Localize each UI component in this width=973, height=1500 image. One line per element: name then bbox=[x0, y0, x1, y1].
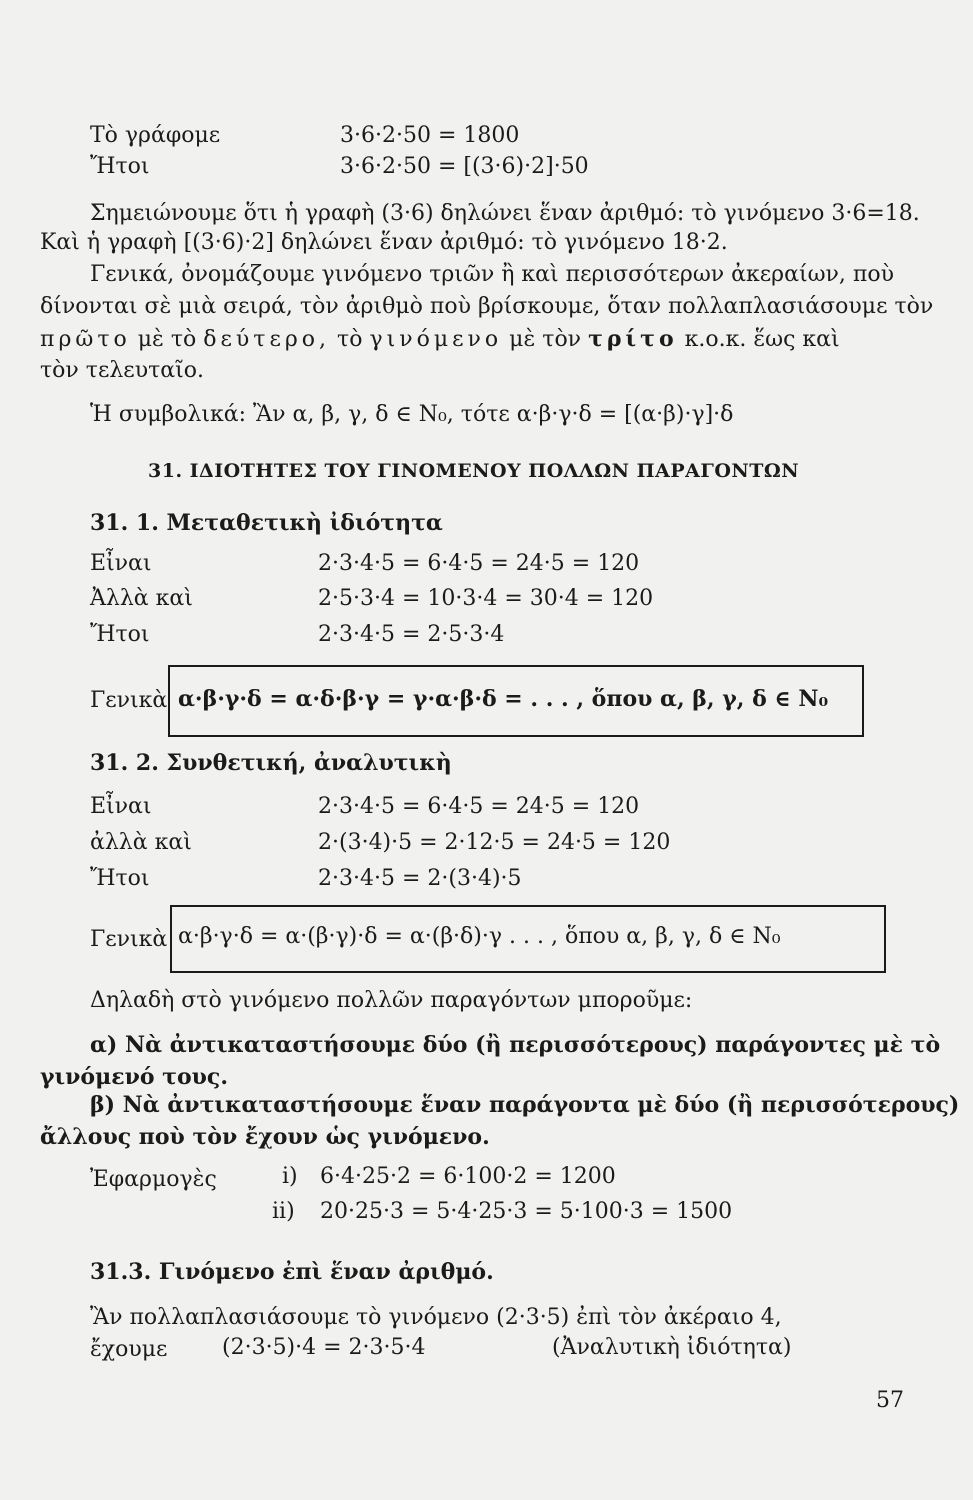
subsection-3-title: 31.3. Γινόμενο ἐπὶ ἕναν ἀριθμό. bbox=[90, 1259, 494, 1285]
s3-have-expression: (2·3·5)·4 = 2·3·5·4 bbox=[222, 1335, 426, 1360]
word-with: μὲ τὸ bbox=[137, 327, 197, 352]
s2-row-2-label: ἀλλὰ καὶ bbox=[90, 830, 192, 855]
spaced-second: δεύτερο, bbox=[203, 327, 331, 352]
s1-row-3-expression: 2·3·4·5 = 2·5·3·4 bbox=[318, 622, 505, 647]
general-line-4: τὸν τελευταῖο. bbox=[40, 358, 204, 383]
s3-have-note: (Ἀναλυτικὴ ἰδιότητα) bbox=[552, 1335, 792, 1360]
applications-label: Ἐφαρμογὲς bbox=[90, 1167, 217, 1192]
word-with-the: μὲ τὸν bbox=[509, 327, 582, 352]
s2-general-expression: α·β·γ·δ = α·(β·γ)·δ = α·(β·δ)·γ . . . , ὅπου α, β, γ, δ ∈ N₀ bbox=[178, 924, 781, 949]
s2-row-3-label: Ἤτοι bbox=[90, 866, 150, 891]
section-title: 31. ΙΔΙΟΤΗΤΕΣ ΤΟΥ ΓΙΝΟΜΕΝΟΥ ΠΟΛΛΩΝ ΠΑΡΑΓΟΝΤΩΝ bbox=[148, 460, 800, 482]
rule-b-line-1: β) Νὰ ἀντικαταστήσουμε ἕναν παράγοντα μὲ δύο (ἢ περισσότερους) bbox=[90, 1092, 960, 1118]
spaced-third: τρίτο bbox=[588, 326, 678, 352]
rule-b-line-2: ἄλλους ποὺ τὸν ἔχουν ὡς γινόμενο. bbox=[40, 1124, 490, 1150]
subsection-2-title: 31. 2. Συνθετική, ἀναλυτικὴ bbox=[90, 750, 452, 776]
s3-line-1: Ἂν πολλαπλασιάσουμε τὸ γινόμενο (2·3·5) ἐπὶ τὸν ἀκέραιο 4, bbox=[90, 1305, 782, 1330]
write-expression: 3·6·2·50 = 1800 bbox=[340, 123, 520, 148]
write-label: Τὸ γράφομε bbox=[90, 123, 221, 148]
application-2-expression: 20·25·3 = 5·4·25·3 = 5·100·3 = 1500 bbox=[320, 1199, 733, 1224]
s1-row-2-label: Ἀλλὰ καὶ bbox=[90, 586, 193, 611]
subsection-1-title: 31. 1. Μεταθετικὴ ἰδιότητα bbox=[90, 510, 443, 536]
s2-row-2-expression: 2·(3·4)·5 = 2·12·5 = 24·5 = 120 bbox=[318, 830, 671, 855]
s3-have-label: ἔχουμε bbox=[90, 1337, 168, 1362]
page-number: 57 bbox=[876, 1388, 904, 1413]
spaced-first: πρῶτο bbox=[40, 327, 131, 352]
s1-row-1-label: Εἶναι bbox=[90, 551, 152, 576]
ie-expression: 3·6·2·50 = [(3·6)·2]·50 bbox=[340, 154, 589, 179]
application-2-label: ii) bbox=[272, 1199, 295, 1224]
s1-general-expression: α·β·γ·δ = α·δ·β·γ = γ·α·β·δ = . . . , ὅπου α, β, γ, δ ∈ N₀ bbox=[178, 686, 829, 712]
application-1-label: i) bbox=[282, 1164, 298, 1189]
that-is-line: Δηλαδὴ στὸ γινόμενο πολλῶν παραγόντων μποροῦμε: bbox=[90, 988, 693, 1013]
s2-row-1-label: Εἶναι bbox=[90, 794, 152, 819]
word-etc: κ.ο.κ. ἕως καὶ bbox=[684, 327, 840, 352]
s1-row-3-label: Ἤτοι bbox=[90, 622, 150, 647]
s2-general-label: Γενικὰ bbox=[90, 927, 168, 952]
s1-row-2-expression: 2·5·3·4 = 10·3·4 = 30·4 = 120 bbox=[318, 586, 654, 611]
ie-label: Ἤτοι bbox=[90, 154, 150, 179]
rule-a-line-2: γινόμενό τους. bbox=[40, 1064, 228, 1090]
rule-a-line-1: α) Νὰ ἀντικαταστήσουμε δύο (ἢ περισσότερους) παράγοντες μὲ τὸ bbox=[90, 1032, 941, 1058]
general-line-3 bbox=[40, 324, 840, 355]
spaced-product: γινόμενο bbox=[369, 327, 503, 352]
s1-row-1-expression: 2·3·4·5 = 6·4·5 = 24·5 = 120 bbox=[318, 551, 640, 576]
s2-row-1-expression: 2·3·4·5 = 6·4·5 = 24·5 = 120 bbox=[318, 794, 640, 819]
word-the: τὸ bbox=[337, 327, 363, 352]
note-line-1: Σημειώνουμε ὅτι ἡ γραφὴ (3·6) δηλώνει ἕναν ἀριθμό: τὸ γινόμενο 3·6=18. bbox=[90, 201, 920, 226]
s1-general-label: Γενικὰ bbox=[90, 688, 168, 713]
general-line-2: δίνονται σὲ μιὰ σειρά, τὸν ἀριθμὸ ποὺ βρίσκουμε, ὅταν πολλαπλασιάσουμε τὸν bbox=[40, 294, 934, 319]
application-1-expression: 6·4·25·2 = 6·100·2 = 1200 bbox=[320, 1164, 616, 1189]
general-line-1: Γενικά, ὀνομάζουμε γινόμενο τριῶν ἢ καὶ περισσότερων ἀκεραίων, ποὺ bbox=[90, 262, 894, 287]
s2-row-3-expression: 2·3·4·5 = 2·(3·4)·5 bbox=[318, 866, 522, 891]
symbolic-line: Ἡ συμβολικά: Ἂν α, β, γ, δ ∈ N₀, τότε α·β·γ·δ = [(α·β)·γ]·δ bbox=[90, 402, 734, 427]
note-line-2: Καὶ ἡ γραφὴ [(3·6)·2] δηλώνει ἕναν ἀριθμό: τὸ γινόμενο 18·2. bbox=[40, 230, 728, 255]
